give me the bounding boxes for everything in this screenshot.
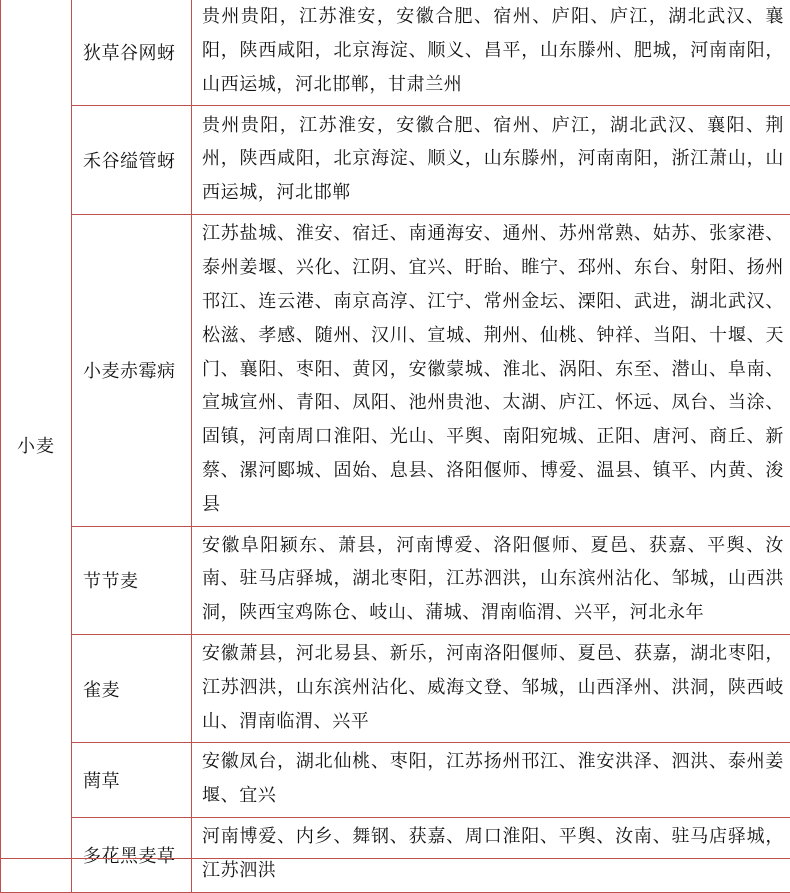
table-row	[1, 743, 790, 818]
region-cell: 安徽阜阳颍东、萧县，河南博爱、洛阳偃师、夏邑、获嘉、平舆、汝南、驻马店驿城，湖北枣阳，江苏泗洪，山东滨州沾化、邹城，山西洪洞，陕西宝鸡陈仓、岐山、蒲城、渭南临渭、兴平，河北永年	[192, 526, 790, 634]
region-cell: 江苏盐城、淮安、宿迁、南通海安、通州、苏州常熟、姑苏、张家港、泰州姜堰、兴化、江阴、宜兴、盱眙、睢宁、邳州、东台、射阳、扬州邗江、连云港、南京高淳、江宁、常州金坛、溧阳、武进，湖北武汉、松滋、孝感、随州、汉川、宣城、荆州、仙桃、钟祥、当阳、十堰、天门、襄阳、枣阳、黄冈，安徽蒙城、淮北、涡阳、东至、潜山、阜南、宣城宣州、青阳、凤阳、池州贵池、太湖、庐江、怀远、凤台、当涂、固镇，河南周口淮阳、光山、平舆、南阳宛城、正阳、唐河、商丘、新蔡、漯河郾城、固始、息县、洛阳偃师、博爱、温县、镇平、内黄、浚县	[192, 215, 790, 526]
region-cell: 安徽凤台，湖北仙桃、枣阳，江苏扬州邗江、淮安洪泽、泗洪、泰州姜堰、宜兴	[192, 743, 790, 818]
weed-name-cell: 菵草	[72, 743, 192, 818]
region-cell: 贵州贵阳，江苏淮安，安徽合肥、宿州、庐阳、庐江，湖北武汉、襄阳，陕西咸阳，北京海淀、顺义、昌平，山东滕州、肥城，河南南阳，山西运城，河北邯郸，甘肃兰州	[192, 0, 790, 106]
table-bottom-border	[0, 858, 790, 862]
table-row	[1, 817, 790, 892]
table-row	[1, 106, 790, 215]
table-row	[1, 526, 790, 634]
table-row	[1, 215, 790, 526]
region-cell: 贵州贵阳，江苏淮安，安徽合肥、宿州、庐江，湖北武汉、襄阳、荆州，陕西咸阳，北京海淀、顺义，山东滕州，河南南阳，浙江萧山，山西运城，河北邯郸	[192, 106, 790, 215]
weed-name-cell: 狄草谷网蚜	[72, 0, 192, 106]
weed-name-cell: 节节麦	[72, 526, 192, 634]
weed-name-cell: 雀麦	[72, 634, 192, 742]
weed-name-cell: 小麦赤霉病	[72, 215, 192, 526]
table-row	[1, 634, 790, 742]
weed-name-cell: 禾谷缢管蚜	[72, 106, 192, 215]
region-cell: 河南博爱、内乡、舞钢、获嘉、周口淮阳、平舆、汝南、驻马店驿城，江苏泗洪	[192, 817, 790, 892]
crop-cell: 小麦	[1, 0, 72, 892]
table-row	[1, 0, 790, 106]
region-cell: 安徽萧县，河北易县、新乐，河南洛阳偃师、夏邑、获嘉，湖北枣阳，江苏泗洪，山东滨州沾化、威海文登、邹城，山西泽州、洪洞，陕西岐山、渭南临渭、兴平	[192, 634, 790, 742]
weed-name-cell: 多花黑麦草	[72, 817, 192, 892]
